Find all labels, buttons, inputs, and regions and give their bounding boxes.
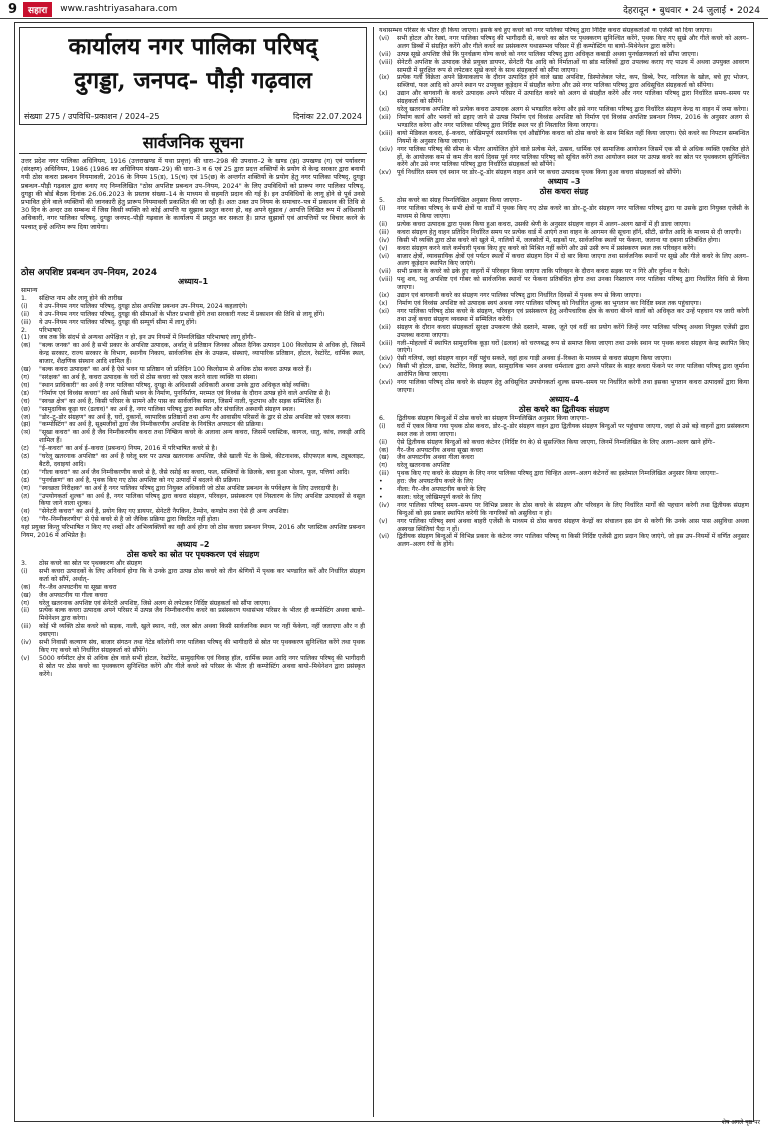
clause-item (21, 655, 365, 679)
clause-number: (v) (21, 654, 30, 662)
clause-number: (छ) (21, 405, 31, 413)
clause-number: (थ) (21, 508, 30, 516)
clause-text: द्वितीयक संग्रहण बिन्दुओं में ठोस कचरे का संग्रहण निम्नलिखित अनुसार किया जाएगाः– (397, 414, 590, 422)
clause-number: (iii) (21, 318, 31, 326)
clause-text: सभी निवासी कल्याण संघ, बाजार संगठन तथा गेटेड कॉलोनी नगर पालिका परिषद् की भागीदारी से स्रोत पर पृथक्करण सुनिश्चित करेंगे तथा पृथक किए गए कचरे को निर्धारित संग्रहकर्ता को सौंपेंगे। (39, 639, 365, 654)
clause-text: किसी भी होटल, ढाबा, रेस्टोरेंट, विवाह स्थल, सामुदायिक भवन अथवा धर्मशाला द्वारा अपने परिसर के बाहर कचरा फेंकने पर नगर पालिका परिषद् द्वारा जुर्माना आरोपित किया जाएगा। (397, 363, 749, 379)
clause-number: (ग) (379, 462, 388, 470)
clause-text: संक्षिप्त नाम और लागू होने की तारीख (39, 294, 123, 302)
clause-number: (vii) (379, 50, 391, 58)
clause-item (379, 205, 749, 221)
notice-date: दिनांकः 22.07.2024 (293, 112, 362, 121)
clause-item (379, 324, 749, 340)
clause-item (379, 106, 749, 114)
clause-text: परिभाषाएं (39, 326, 62, 334)
clause-number: (xiii) (379, 129, 393, 137)
notice-heading: सार्वजनिक सूचना (142, 133, 244, 152)
clause-item (21, 374, 365, 382)
notice-box (14, 22, 754, 1122)
clause-number: (1) (21, 334, 30, 342)
clause-text: नगर पालिका परिषद् की सीमा के भीतर आयोजित होने वाले प्रत्येक मेले, उत्सव, धार्मिक एवं सामाजिक आयोजन जिसमें एक सौ से अधिक व्यक्ति एकत्रित होते हों, के आयोजक कम से कम तीन कार्य दिवस पूर्व नगर पालिका परिषद् को सूचित करेंगे तथा आयोजन स्थल पर उत्पन्न कचरे का स्रोत पर पृथक्करण सुनिश्चित करेंगे और उसे नगर पालिका परिषद् द्वारा निर्धारित संग्रहकर्ता को सौंपेंगे। (397, 145, 749, 169)
chapter-heading: अध्याय–4 (548, 394, 580, 404)
clause-text: नगर पालिका परिषद् के सभी क्षेत्रों या वार्डों में पृथक किए गए ठोस कचरे का डोर–टू–डोर संग्रहण नगर पालिका परिषद् द्वारा या उसके द्वारा नियुक्त एजेंसी के माध्यम से किया जाएगा। (397, 205, 749, 221)
clause-item (379, 415, 749, 423)
clause-number: (iv) (379, 501, 390, 509)
clause-number: (क) (379, 446, 389, 454)
clause-number: (iii) (21, 623, 31, 631)
clause-number: (ix) (379, 292, 390, 300)
clause-number: (ढ) (21, 476, 30, 484)
clause-text: ये उप–नियम नगर पालिका परिषद्, दुगड्डा की सम्पूर्ण सीमा में लागू होंगे। (39, 318, 197, 326)
clause-number: (xi) (379, 307, 390, 315)
clause-item (21, 592, 365, 600)
clause-item (379, 74, 749, 90)
continued-note: शेष अगले पृष्ठ पर (721, 1119, 760, 1126)
notice-meta (24, 111, 362, 122)
clause-text: हरा: जैव अपघटनीय कचरे के लिए (397, 478, 474, 486)
clause-item (379, 221, 749, 229)
page-number: 9 (8, 1, 18, 17)
clause-text: कोई भी व्यक्ति ठोस कचरे को सड़क, नाली, खुले स्थान, नदी, जल स्रोत अथवा किसी सार्वजनिक स्थान पर नहीं फेंकेगा, नहीं जलाएगा और न ही दबाएगा। (39, 623, 365, 639)
newspaper-topbar (0, 0, 768, 19)
clause-number: (vi) (379, 533, 390, 541)
clause-number: (xiii) (379, 339, 393, 347)
notice-intro: उत्तर प्रदेश नगर पालिका अधिनियम, 1916 (उत्तराखण्ड में यथा प्रवृत्त) की धारा–298 की उपधारा–2 के खण्ड (झ) उपखण्ड (ग) एवं पर्यावरण (संरक्षण) अधिनियम, 1986 (1986 का अधिनियम संख्या–29) की धारा–3 व 6 एवं 25 द्वारा प्रदत्त शक्तियों के प्रयोग से केन्द्र सरकार द्वारा बनायी गयी ठोस कचरा प्रबन्धन नियमावली, 2016 के नियम 15(ड), 15(च) एवं 15(छ) के अन्तर्गत शक्तियों के प्रयोग हेतु नगर पालिका परिषद्, दुगड्डा प्रबन्धन–पौड़ी गढ़वाल द्वारा बनाए गए निम्नलिखित "ठोस अपशिष्ट प्रबन्धन उप–नियम, 2024" के लिए उपविधियों को प्रारूप नगर पालिका परिषद्, दुगड्डा की बोर्ड बैठक दिनांक 26.06.2023 के प्रस्ताव संख्या–14 के माध्यम से सहमति प्रदान की गई है। इन उपविधियों के लागू होने से पूर्व उनसे प्रभावित होने वाले व्यक्तियों की जानकारी हेतु प्रारूप नियमावली प्रकाशित की जा रही है। अतः उक्त उप नियम के समाचार–पत्र में प्रकाशन की तिथि से 30 दिन के अन्दर उस सम्बन्ध में जिस किसी व्यक्ति को कोई आपत्ति या सुझाव प्रस्तुत करना हो, वह अपने सुझाव / आपत्ति लिखित रूप में अधिशासी अधिकारी, नगर पालिका परिषद्, दुगड्डा जनपद–पौड़ी गढ़वाल के कार्यालय में प्रस्तुत कर सकता है। प्राप्त सुझावों एवं आपत्तियों पर विचार करने के पश्चात् इन्हें अन्तिम रूप दिया जायेगा। (21, 157, 365, 231)
clause-number: (द) (21, 516, 30, 524)
clause-item (379, 308, 749, 324)
clause-text: नगर पालिका परिषद् ठोस कचरे के संग्रहण, परिवहन एवं प्रसंस्करण हेतु अनौपचारिक क्षेत्र के कचरा बीनने वालों को अधिकृत कर उन्हें पहचान पत्र जारी करेगी तथा उन्हें कचरा संग्रहण व्यवस्था में सम्मिलित करेगी। (397, 307, 749, 323)
clause-number: 5. (379, 197, 385, 205)
clause-text: जब तक कि संदर्भ से अन्यथा अपेक्षित न हो, इन उप नियमों में निम्नलिखित परिभाषाएं लागू होंगीः– (39, 334, 257, 342)
clause-item (21, 607, 365, 623)
chapter-heading: अध्याय –2 (176, 540, 210, 549)
clause-text: सभी कचरा उत्पादकों के लिए अनिवार्य होगा कि वे उनके द्वारा उत्पन्न ठोस कचरे को तीन श्रेणियों में पृथक कर भण्डारित करें और निर्धारित संग्रहण कर्ता को सौंपें, अर्थात्– (39, 567, 365, 583)
clause-text: सभी होटल और रेस्त्रां, नगर पालिका परिषद् की भागीदारी से, कचरे का स्रोत पर पृथक्करण सुनिश्चित करेंगे, पृथक किए गए सूखे और गीले कचरे को अलग–अलग डिब्बों में संग्रहित करेंगे और गीले कचरे का प्रसंस्करण यथासम्भव परिसर में ही कम्पोस्टिंग या बायो–मिथेनेशन द्वारा करेंगे। (397, 34, 749, 50)
paragraph: यथासम्भव परिसर के भीतर ही किया जाएगा। इसके बचे हुए कचरे को नगर पालिका परिषद् द्वारा निर्दिष्ट कचरा संग्रहकर्ताओं या एजेंसी को दिया जाएगा। (379, 27, 713, 34)
clause-item (21, 311, 365, 319)
chapter-heading: अध्याय–1 (177, 277, 209, 286)
clause-text: "स्वच्छता निरीक्षक" का अर्थ है नगर पालिका परिषद् द्वारा नियुक्त अधिकारी जो ठोस अपशिष्ट प्रबन्धन के पर्यवेक्षण के लिए उत्तरदायी है। (39, 484, 339, 492)
clause-number: (ण) (21, 484, 31, 492)
clause-text: "स्थान प्राधिकारी" का अर्थ है नगर पालिका परिषद्, दुगड्डा के अधिशासी अधिकारी अथवा उनके द्वारा अधिकृत कोई व्यक्ति। (39, 381, 310, 389)
clause-item (379, 169, 749, 177)
edition-date: देहरादून • बुधवार • 24 जुलाई • 2024 (623, 5, 760, 16)
column-left (21, 277, 365, 1117)
clause-item (379, 502, 749, 518)
clause-text: नगर पालिका परिषद् ठोस कचरे के संग्रहण हेतु अधिसूचित उपयोगकर्ता शुल्क समय–समय पर निर्धारित करेगी तथा इसका भुगतान कचरा उत्पादकों द्वारा किया जाएगा। (397, 379, 749, 394)
clause-text: किसी भी व्यक्ति द्वारा ठोस कचरे को खुले में, नालियों में, जलस्रोतों में, सड़कों पर, सार्वजनिक स्थलों पर फेंकना, जलाना या दबाना प्रतिबंधित होगा। (397, 236, 721, 244)
clause-number: (xii) (379, 113, 391, 121)
clause-number: (क) (21, 342, 31, 350)
clause-number: (iii) (379, 470, 389, 478)
clause-number: (ज) (21, 413, 31, 421)
clause-text: "सामुदायिक कूड़ा घर (ढलाव)" का अर्थ है, नगर पालिका परिषद् द्वारा स्थापित और संचालित अस्थायी संग्रहण स्थल। (39, 405, 296, 413)
clause-text: गैर–जैव अपघटनीय या सूखा कचरा (39, 583, 117, 591)
clause-number: (त) (21, 492, 30, 500)
clause-number: (ii) (21, 310, 30, 318)
chapter-heading: अध्याय –3 (547, 177, 581, 187)
clause-number: • (379, 478, 383, 486)
clause-text: गली–मोहल्लों में स्थापित सामुदायिक कूड़ा घरों (ढलाव) को चरणबद्ध रूप से समाप्त किया जाएगा तथा उनके स्थान पर पृथक कचरा संग्रहण केन्द्र स्थापित किए जाएंगे। (397, 339, 749, 355)
clause-text: "स्वच्छ क्षेत्र" का अर्थ है, किसी परिसर के सामने और पास का सार्वजनिक स्थान, जिसमें नाली, फुटपाथ और सड़क सम्मिलित हैं। (39, 397, 322, 405)
clause-text: ये उप–नियम नगर पालिका परिषद्, दुगड्डा की सीमाओं के भीतर प्रभावी होंगे तथा सरकारी गजट में प्रकाशन की तिथि से लागू होंगे। (39, 310, 325, 318)
clause-item (379, 533, 749, 549)
clause-item (21, 453, 365, 469)
clause-item (379, 35, 749, 51)
clause-item (21, 382, 365, 390)
clause-number: (ख) (379, 454, 389, 462)
clause-text: प्रत्येक कचरा उत्पादक द्वारा पृथक किया हुआ कचरा, उसकी श्रेणी के अनुसार संग्रहण वाहन में अलग–अलग खानों में ही डाला जाएगा। (397, 220, 691, 228)
clause-number: (iii) (379, 228, 389, 236)
chapter-heading: ठोस कचरा संग्रह (539, 187, 589, 197)
clause-number: (vi) (379, 34, 390, 42)
clause-number: (xvi) (379, 379, 393, 387)
clause-item (21, 485, 365, 493)
column-right (379, 27, 749, 1117)
clause-number: (x) (379, 90, 388, 98)
clause-text: घरेलू खतरनाक अपशिष्ट को प्रत्येक कचरा उत्पादक अलग से भण्डारित करेगा और इसे नगर पालिका परिषद् द्वारा निर्धारित संग्रहण केन्द्र या वाहन में जमा करेगा। (397, 106, 749, 114)
clause-item (21, 568, 365, 584)
clause-number: (ख) (21, 591, 31, 599)
bylaw-subtitle: ठोस अपशिष्ट प्रबन्धन उप–नियम, 2024 (21, 268, 158, 278)
column-divider (373, 27, 374, 1117)
clause-item (379, 245, 749, 253)
paragraph: सामान्य (21, 287, 38, 294)
clause-number: (झ) (21, 421, 31, 429)
clause-text: पशु शव, पशु अपशिष्ट एवं गोबर को सार्वजनिक स्थानों पर फेंकना प्रतिबंधित होगा तथा उनका निस्तारण नगर पालिका परिषद् द्वारा निर्धारित विधि से किया जाएगा। (397, 276, 749, 292)
clause-item (379, 292, 749, 300)
paragraph: यहां प्रयुक्त किन्तु परिभाषित न किए गए शब्दों और अभिव्यक्तियों का वही अर्थ होगा जो ठोस कचरा प्रबन्धन नियम, 2016 और प्लास्टिक अपशिष्ट प्रबन्धन नियम, 2016 में अभिप्रेत है। (21, 524, 365, 540)
clause-number: (ii) (379, 438, 388, 446)
clause-item (379, 379, 749, 395)
clause-text: कचरा संग्रहण हेतु वाहन प्रतिदिन निर्धारित समय पर प्रत्येक वार्ड में आएंगे तथा वाहन के आगमन की सूचना हॉर्न, सीटी, संगीत आदि के माध्यम से दी जाएगी। (397, 228, 742, 236)
clause-item (21, 623, 365, 639)
clause-text: "कम्पोस्टिंग" का अर्थ है, सूक्ष्मजीवों द्वारा जैव निम्नीकरणीय अपशिष्ट के नियंत्रित अपघटन की प्रक्रिया। (39, 421, 264, 429)
clause-item (379, 253, 749, 269)
clause-text: 5000 वर्गमीटर क्षेत्र से अधिक क्षेत्र वाले सभी होटल, रेस्टोरेंट, सामुदायिक एवं विवाह हॉल, धार्मिक स्थल आदि नगर पालिका परिषद् की भागीदारी से स्रोत पर ठोस कचरे का पृथक्करण सुनिश्चित करेंगे और गीले कचरे को परिसर के भीतर ही कम्पोस्टिंग अथवा बायो–मिथेनेशन द्वारा प्रसंस्कृत करेंगे। (39, 654, 365, 678)
clause-item (379, 51, 749, 59)
clause-text: बाजार क्षेत्रों, व्यावसायिक क्षेत्रों एवं पर्यटन स्थलों में कचरा संग्रहण दिन में दो बार किया जाएगा तथा सार्वजनिक स्थानों पर सूखे और गीले कचरे के लिए अलग–अलग कूड़ेदान स्थापित किए जाएंगे। (397, 252, 749, 268)
clause-number: (vii) (379, 268, 391, 276)
clause-text: ठोस कचरे का स्रोत पर पृथक्करण और संग्रहण (39, 560, 143, 567)
clause-item (21, 584, 365, 592)
clause-text: "ई–कचरा" का अर्थ ई–कचरा (प्रबन्धन) नियम, 2016 में परिभाषित कचरे से है। (39, 445, 218, 453)
chapter-heading: ठोस कचरे का स्रोत पर पृथक्करण एवं संग्रहण (126, 550, 260, 559)
notice-header (19, 27, 367, 125)
clause-text: जैव अपघटनीय अथवा गीला कचरा (397, 454, 474, 462)
website-url[interactable]: www.rashtriyasahara.com (60, 4, 178, 14)
clause-number: (i) (21, 302, 28, 310)
clause-number: (vi) (379, 252, 390, 260)
clause-number: (v) (379, 244, 388, 252)
clause-number: (xi) (379, 106, 390, 114)
clause-number: (ग) (21, 599, 30, 607)
clause-text: ऐसे द्वितीयक संग्रहण बिन्दुओं को कचरा कंटेनर (निर्दिष्ट रंग के) से सुसज्जित किया जाएगा, जिनमें निम्नलिखित के लिए अलग–अलग खाने होंगेः– (397, 438, 716, 446)
clause-text: "डोर–टू–डोर संग्रहण" का अर्थ है, घरों, दुकानों, व्यापारिक प्रतिष्ठानों तथा अन्य गैर आवासीय परिसरों के द्वार से ठोस अपशिष्ट को एकत्र करना। (39, 413, 351, 421)
clause-item (379, 114, 749, 130)
clause-item (21, 560, 365, 568)
clause-item (379, 229, 749, 237)
clause-text: गैर–जैव अपघटनीय अथवा सूखा कचरा (397, 446, 484, 454)
clause-text: "सेनेटरी कचरा" का अर्थ है, प्रयोग किए गए डायपर, सेनेटरी नैपकिन, टैम्पोन, कण्डोम तथा ऐसे ही अन्य अपशिष्ट। (39, 508, 289, 516)
clause-item (379, 439, 749, 447)
clause-text: घरों में एकत्र किया गया पृथक ठोस कचरा, डोर–टू–डोर संग्रहण वाहन द्वारा द्वितीयक संग्रहण बिन्दुओं पर पहुंचाया जाएगा, जहां से उसे बड़े वाहनों द्वारा प्रसंस्करण स्थल तक ले जाया जाएगा। (397, 422, 749, 438)
clause-number: 6. (379, 414, 385, 422)
clause-item (379, 237, 749, 245)
clause-number: (x) (379, 300, 388, 307)
clause-item (379, 276, 749, 292)
clause-text: उद्यान एवं बागवानी कचरे का संग्रहण नगर पालिका परिषद् द्वारा निर्धारित दिवसों में पृथक रूप से किया जाएगा। (397, 292, 642, 300)
clause-number: (ट) (21, 445, 29, 453)
clause-text: घरेलू खतरनाक अपशिष्ट (397, 462, 450, 470)
clause-text: पूर्व निर्धारित समय एवं स्थान पर डोर–टू–डोर संग्रहण वाहन आने पर कचरा उत्पादक पृथक किया हुआ कचरा संग्रहकर्ता को सौंपेंगे। (397, 169, 682, 177)
clause-item (379, 478, 749, 486)
clause-text: कचरा संग्रहण करने वाले कर्मचारी पृथक किए हुए कचरे को मिश्रित नहीं करेंगे और उसे उसी रूप में प्रसंस्करण स्थल तक परिवहन करेंगे। (397, 244, 696, 252)
clause-item (379, 300, 749, 308)
clause-text: "गैर–निम्नीकरणीय" से ऐसे कचरे से है जो जैविक प्रक्रिया द्वारा विघटित नहीं होता। (39, 516, 220, 524)
clause-item (21, 493, 365, 509)
clause-number: (viii) (379, 276, 393, 284)
clause-number: (xii) (379, 323, 391, 331)
clause-text: निर्माण एवं विध्वंस अपशिष्ट को उत्पादक स्वयं अथवा नगर पालिका परिषद् को निर्धारित शुल्क का भुगतान कर निर्दिष्ट स्थल तक पहुंचाएगा। (397, 300, 702, 307)
clause-text: "बल्क जनक" का अर्थ है सभी प्रकार के अपशिष्ट उत्पादक, अर्थात् वे प्रतिष्ठान जिनका औसत दैनिक उत्पादन 100 किलोग्राम से अधिक हो, जिसमें केन्द्र सरकार, राज्य सरकार के विभाग, स्थानीय निकाय, सार्वजनिक क्षेत्र के उपक्रम, संस्थाएं, व्यापारिक प्रतिष्ठान, होटल, रेस्टोरेंट, धार्मिक स्थल, बाजार, शैक्षणिक संस्थान आदि शामिल हैं। (39, 342, 365, 366)
clause-item (21, 516, 365, 524)
clause-number: (ii) (21, 607, 30, 615)
clause-item (379, 486, 749, 494)
clause-item (21, 390, 365, 398)
clause-number: (iv) (379, 236, 390, 244)
clause-number: (i) (379, 422, 386, 430)
clause-number: (घ) (21, 381, 30, 389)
clause-number: (xv) (379, 363, 392, 371)
chapter-heading: ठोस कचरे का द्वितीयक संग्रहण (518, 404, 610, 414)
clause-text: सभी प्रकार के कचरे को ढके हुए वाहनों में परिवहन किया जाएगा ताकि परिवहन के दौरान कचरा सड़क पर न गिरे और दुर्गन्ध न फैले। (397, 268, 690, 276)
clause-number: (iv) (21, 639, 32, 647)
clause-text: "घरेलू खतरनाक अपशिष्ट" का अर्थ है घरेलू स्तर पर उत्पन्न खतरनाक अपशिष्ट, जैसे खाली पेंट के डिब्बे, कीटनाशक, सीएफएल बल्ब, ट्यूबलाइट, बैटरी, दवाइयां आदि। (39, 453, 365, 468)
clause-number: (v) (379, 517, 388, 525)
clause-item (379, 130, 749, 146)
clause-number: (ञ) (21, 429, 31, 437)
clause-text: उद्यान और बागवानी के कचरे उत्पादक अपने परिसर में उत्पादित कचरे को अलग से संग्रहीत करेंगे और नगर पालिका परिषद् द्वारा निर्धारित समय–समय पर संग्रहकर्ता को सौंपेंगे। (397, 90, 749, 106)
clause-text: पृथक किए गए कचरे के संग्रहण के लिए नगर पालिका परिषद् द्वारा चिन्हित अलग–अलग कंटेनरों का इस्तेमाल निम्नलिखित अनुसार किया जाएगाः– (397, 470, 719, 478)
clause-text: बायो मेडिकल कचरा, ई–कचरा, जोखिमपूर्ण रसायनिक एवं औद्योगिक कचरा को ठोस कचरे के साथ मिश्रित नहीं किया जाएगा। ऐसे कचरे का निपटान सम्बन्धित नियमों के अनुसार किया जाएगा। (397, 129, 749, 145)
clause-item (379, 90, 749, 106)
clause-item (21, 319, 365, 327)
clause-number: (xv) (379, 169, 392, 177)
clause-item (21, 477, 365, 485)
clause-number: (क) (21, 583, 31, 591)
clause-number: (ग) (21, 373, 30, 381)
clause-item (379, 59, 749, 75)
clause-text: ठोस कचरे का संग्रह निम्नलिखित अनुसार किया जाएगाः– (397, 197, 523, 205)
clause-text: प्रत्येक बल्क कचरा उत्पादक अपने परिसर में उत्पन्न जैव निम्नीकरणीय कचरे का प्रसंस्करण यथासंभव परिसर के भीतर ही कम्पोस्टिंग अथवा बायो–मिथेनेशन द्वारा करेगा। (39, 607, 365, 623)
clause-text: नगर पालिका परिषद् स्वयं अथवा बाहरी एजेंसी के माध्यम से ठोस कचरा संग्रहण केन्द्रों का संचालन इस ढंग से करेगी कि उनके आस पास असुविधा अथवा अस्वच्छ स्थितियां पैदा न हों। (397, 517, 749, 533)
clause-number: (ठ) (21, 453, 30, 461)
clause-text: संग्रहण के दौरान कचरा संग्रहकर्ता सुरक्षा उपकरण जैसे दस्ताने, मास्क, जूते एवं वर्दी का प्रयोग करेंगे जिन्हें नगर पालिका परिषद् अथवा नियुक्त एजेंसी द्वारा उपलब्ध कराया जाएगा। (397, 323, 749, 339)
clause-number: (ड) (21, 468, 30, 476)
clause-text: "निर्माण एवं विध्वंस कचरा" का अर्थ किसी भवन के निर्माण, पुनर्निर्माण, मरम्मत एवं विध्वंस के दौरान उत्पन्न होने वाले अपशिष्ट से है। (39, 389, 331, 397)
clause-item (379, 470, 749, 478)
office-title-line1: कार्यालय नगर पालिका परिषद् (68, 33, 318, 60)
clause-text: जैव अपघटनीय या गीला कचरा (39, 591, 108, 599)
clause-text: ये उप–नियम नगर पालिका परिषद्, दुगड्डा ठोस अपशिष्ट प्रबन्धन उप–नियम, 2024 कहलाएंगे। (39, 302, 248, 310)
clause-item (379, 363, 749, 379)
clause-text: "उपयोगकर्ता शुल्क" का अर्थ है, नगर पालिका परिषद् द्वारा कचरा संग्रहण, परिवहन, प्रसंस्करण एवं निस्तारण के लिए अपशिष्ट उत्पादकों से वसूल किया जाने वाला शुल्क। (39, 492, 365, 508)
clause-item (379, 146, 749, 170)
clause-number: (xiv) (379, 355, 393, 363)
clause-number: (i) (21, 567, 28, 575)
clause-item (21, 639, 365, 655)
heading-divider (19, 153, 367, 154)
clause-item (21, 342, 365, 366)
clause-item (21, 398, 365, 406)
clause-number: (xiv) (379, 145, 393, 153)
clause-number: (i) (379, 205, 386, 213)
clause-item (21, 406, 365, 414)
newspaper-logo: सहारा (23, 2, 52, 17)
office-title-line2: दुगड्डा, जनपद- पौड़ी गढ़वाल (74, 67, 312, 94)
clause-number: (ii) (379, 220, 388, 228)
clause-text: घरेलू खतरनाक अपशिष्ट एवं सेनेटरी अपशिष्ट, जिसे अलग से लपेटकर निर्दिष्ट संग्रहकर्ता को सौंपा जाएगा। (39, 599, 271, 607)
clause-number: 3. (21, 560, 27, 567)
clause-number: • (379, 493, 383, 501)
reference-number: संख्याः 275 / उपविधि–प्रकाशन / 2024–25 (24, 112, 160, 121)
clause-item (379, 197, 749, 205)
clause-text: "सरंक्षक" का अर्थ है, कचरा उत्पादक के घरों से ठोस कचरा को एकत्र करने वाला व्यक्ति या संस्था। (39, 373, 258, 381)
clause-text: नीला: गैर–जैव अपघटनीय कचरे के लिए (397, 486, 486, 494)
clause-text: "गीला कचरा" का अर्थ जैव निम्नीकरणीय कचरे से है, जैसे रसोई का कचरा, फल, सब्जियों के छिलके, बचा हुआ भोजन, फूल, पत्तियां आदि। (39, 468, 350, 476)
clause-text: प्रत्येक गली विक्रेता अपने क्रियाकलाप के दौरान उत्पादित होने वाले खाद्य अपशिष्ट, डिस्पोजेबल प्लेट, कप, डिब्बे, रैपर, नारियल के खोल, बचे हुए भोजन, सब्जियां, फल आदि को अपने स्थान पर उपयुक्त कूड़ेदान में संग्रहीत करेगा और उसे नगर पालिका परिषद् द्वारा अधिसूचित संग्रहकर्ता को सौंपेगा। (397, 74, 749, 90)
clause-text: ऐसी गलियां, जहां संग्रहण वाहन नहीं पहुंच सकते, वहां हाथ गाड़ी अथवा ई–रिक्शा के माध्यम से कचरा संग्रहण किया जाएगा। (397, 355, 672, 363)
clause-item (379, 494, 749, 502)
clause-item (21, 295, 365, 303)
clause-text: "पुनर्चक्रण" का अर्थ है, पृथक किए गए ठोस अपशिष्ट को नए उत्पादों में बदलने की प्रक्रिया। (39, 476, 241, 484)
clause-text: "सूखा कचरा" का अर्थ है जैव निम्नीकरणीय कचरा तथा निष्क्रिय कचरे के अलावा अन्य कचरा, जिसमें प्लास्टिक, कागज, धातु, कांच, लकड़ी आदि शामिल हैं। (39, 429, 365, 445)
clause-item (379, 423, 749, 439)
clause-number: (ix) (379, 74, 390, 82)
clause-text: "बल्क कचरा उत्पादक" का अर्थ है ऐसे भवन या प्रतिष्ठान जो प्रतिदिन 100 किलोग्राम से अधिक ठोस कचरा उत्पन्न करते हैं। (39, 366, 312, 374)
clause-item (21, 429, 365, 445)
clause-number: (ख) (21, 366, 31, 374)
clause-item (379, 518, 749, 534)
clause-number: (viii) (379, 58, 393, 66)
clause-item (21, 469, 365, 477)
clause-number: • (379, 486, 383, 494)
clause-text: निर्माण कार्य और भवनों को ढहाए जाने से उत्पन्न निर्माण एवं विध्वंस अपशिष्ट को निर्माण एवं विध्वंस अपशिष्ट प्रबन्धन नियम, 2016 के अनुसार अलग से भण्डारित करेगा और नगर पालिका परिषद् द्वारा निर्दिष्ट स्थल पर ही निस्तारित किया जाएगा। (397, 113, 749, 129)
clause-text: नगर पालिका परिषद् समय–समय पर विभिन्न प्रकार के ठोस कचरे के संग्रहण और परिवहन के लिए निर्धारित मार्गों की पहचान करेगी तथा द्वितीयक संग्रहण बिन्दुओं को इस प्रकार स्थापित करेगी कि नागरिकों को असुविधा न हो। (397, 501, 749, 517)
clause-number: 2. (21, 326, 27, 334)
clause-item (21, 445, 365, 453)
clause-text: उत्पन्न सूखे अपशिष्ट जैसे कि पुनर्चक्रण योग्य कचरे को नगर पालिका परिषद् द्वारा अधिकृत कबाड़ी अथवा पुनर्चक्रणकर्ता को सौंपा जाएगा। (397, 50, 699, 58)
clause-number: (च) (21, 397, 30, 405)
clause-item (21, 366, 365, 374)
clause-number: 1. (21, 294, 27, 302)
clause-item (379, 340, 749, 356)
clause-text: द्वितीयक संग्रहण बिन्दुओं में विभिन्न प्रकार के कंटेनर नगर पालिका परिषद् या किसी निर्दिष्ट एजेंसी द्वारा प्रदान किए जाएंगे, जो इस उप–नियमों में वर्णित अनुसार अलग–अलग रंगों के होंगे। (397, 533, 749, 549)
clause-item (21, 303, 365, 311)
clause-text: काला: घरेलू जोखिमपूर्ण कचरे के लिए (397, 493, 482, 501)
clause-number: (ड) (21, 389, 30, 397)
clause-text: सेनेटरी अपशिष्ट के उत्पादक जैसे प्रयुक्त डायपर, सेनेटरी पैड आदि को निर्माताओं या ब्रांड मालिकों द्वारा उपलब्ध कराए गए पाउच में अथवा उपयुक्त आवरण सामग्री में सुरक्षित रूप से लपेटकर सूखे कचरे के साथ संग्रहकर्ता को सौंपा जाएगा। (397, 58, 749, 74)
